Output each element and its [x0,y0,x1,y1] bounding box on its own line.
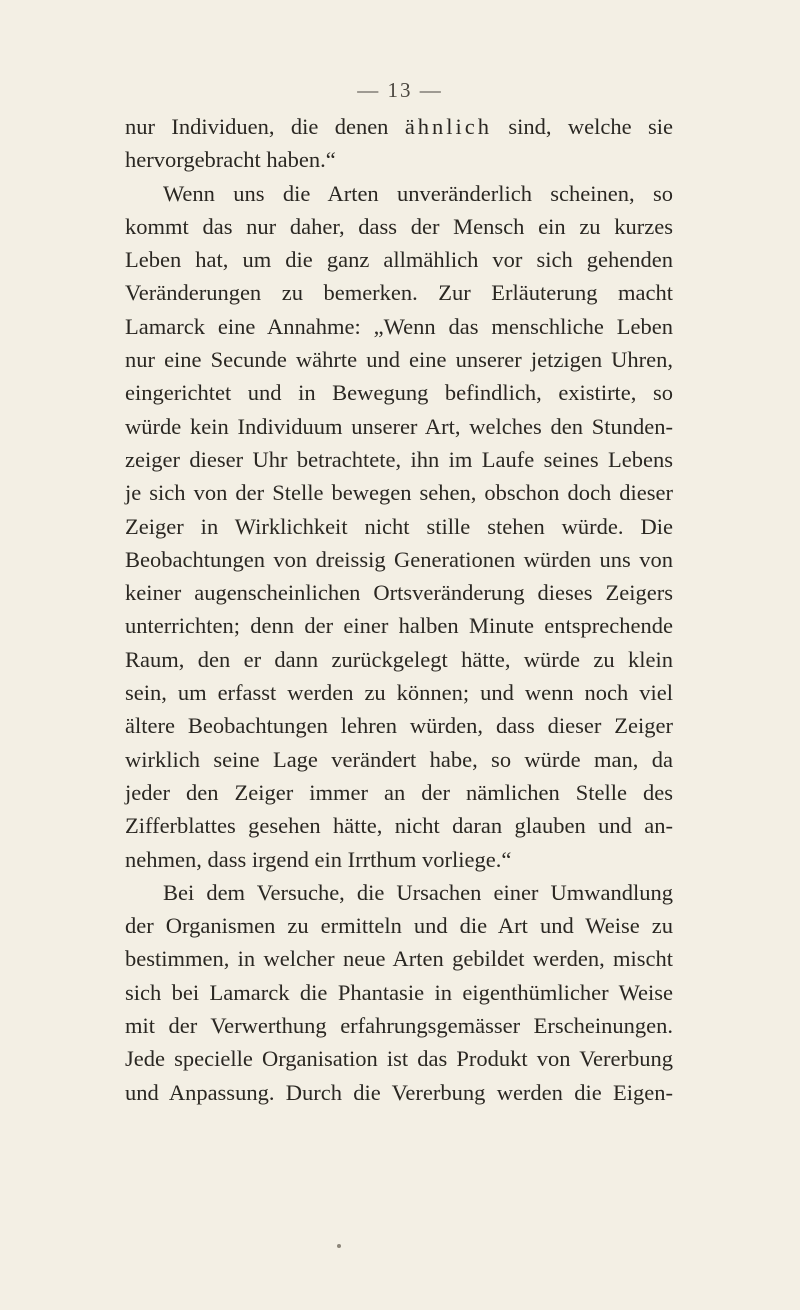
paper-speck [337,1244,341,1248]
text-line: bestimmen, in welcher neue Arten gebildet werden, mischt [125,946,673,972]
text-line: sein, um erfasst werden zu können; und wenn noch viel [125,680,673,706]
text-line: je sich von der Stelle bewegen sehen, obschon doch dieser [125,480,673,506]
emphasized-word: ähnlich [404,114,493,139]
text-line: Jede specielle Organisation ist das Produkt von Vererbung [125,1046,673,1072]
text-line: mit der Verwerthung erfahrungsgemässer Erscheinungen. [125,1013,673,1039]
text-line: Veränderungen zu bemerken. Zur Erläuterung macht [125,280,673,306]
text-line: jeder den Zeiger immer an der nämlichen Stelle des [125,779,673,805]
text-line: kommt das nur daher, dass der Mensch ein zu kurzes [125,213,673,239]
text-line: nehmen, dass irgend ein Irrthum vorliege.“ [125,846,512,872]
text-line: zeiger dieser Uhr betrachtete, ihn im Laufe seines Lebens [125,446,673,472]
paragraph-start-line: Wenn uns die Arten unveränderlich scheinen, so [163,180,673,206]
text-line: Raum, den er dann zurückgelegt hätte, würde zu klein [125,646,673,672]
text-line: Lamarck eine Annahme: „Wenn das menschliche Leben [125,313,673,339]
text-line: nur Individuen, die denen ähnlich sind, welche sie [125,114,674,139]
text-line: und Anpassung. Durch die Vererbung werden die Eigen- [125,1079,673,1105]
text-line: Zeiger in Wirklichkeit nicht stille stehen würde. Die [125,513,673,539]
text-line: sich bei Lamarck die Phantasie in eigenthümlicher Weise [125,979,673,1005]
text-line: hervorgebracht haben.“ [125,147,336,173]
body-text [125,110,673,1109]
text-line: Zifferblattes gesehen hätte, nicht daran glauben und an- [125,813,673,839]
paragraph-start-line: Bei dem Versuche, die Ursachen einer Umwandlung [163,879,673,905]
text-line: wirklich seine Lage verändert habe, so würde man, da [125,746,673,772]
text-line: würde kein Individuum unserer Art, welches den Stunden- [125,413,673,439]
text-line: nur eine Secunde währte und eine unserer jetzigen Uhren, [125,347,673,373]
text-line: keiner augenscheinlichen Ortsveränderung dieses Zeigers [125,580,673,606]
text-line: ältere Beobachtungen lehren würden, dass dieser Zeiger [125,713,673,739]
text-line: Leben hat, um die ganz allmählich vor sich gehenden [125,247,673,273]
text-line: Beobachtungen von dreissig Generationen würden uns von [125,546,673,572]
text-line: eingerichtet und in Bewegung befindlich, existirte, so [125,380,673,406]
text-line: unterrichten; denn der einer halben Minute entsprechende [125,613,673,639]
text-line: der Organismen zu ermitteln und die Art und Weise zu [125,913,673,939]
page-number: — 13 — [357,78,443,102]
